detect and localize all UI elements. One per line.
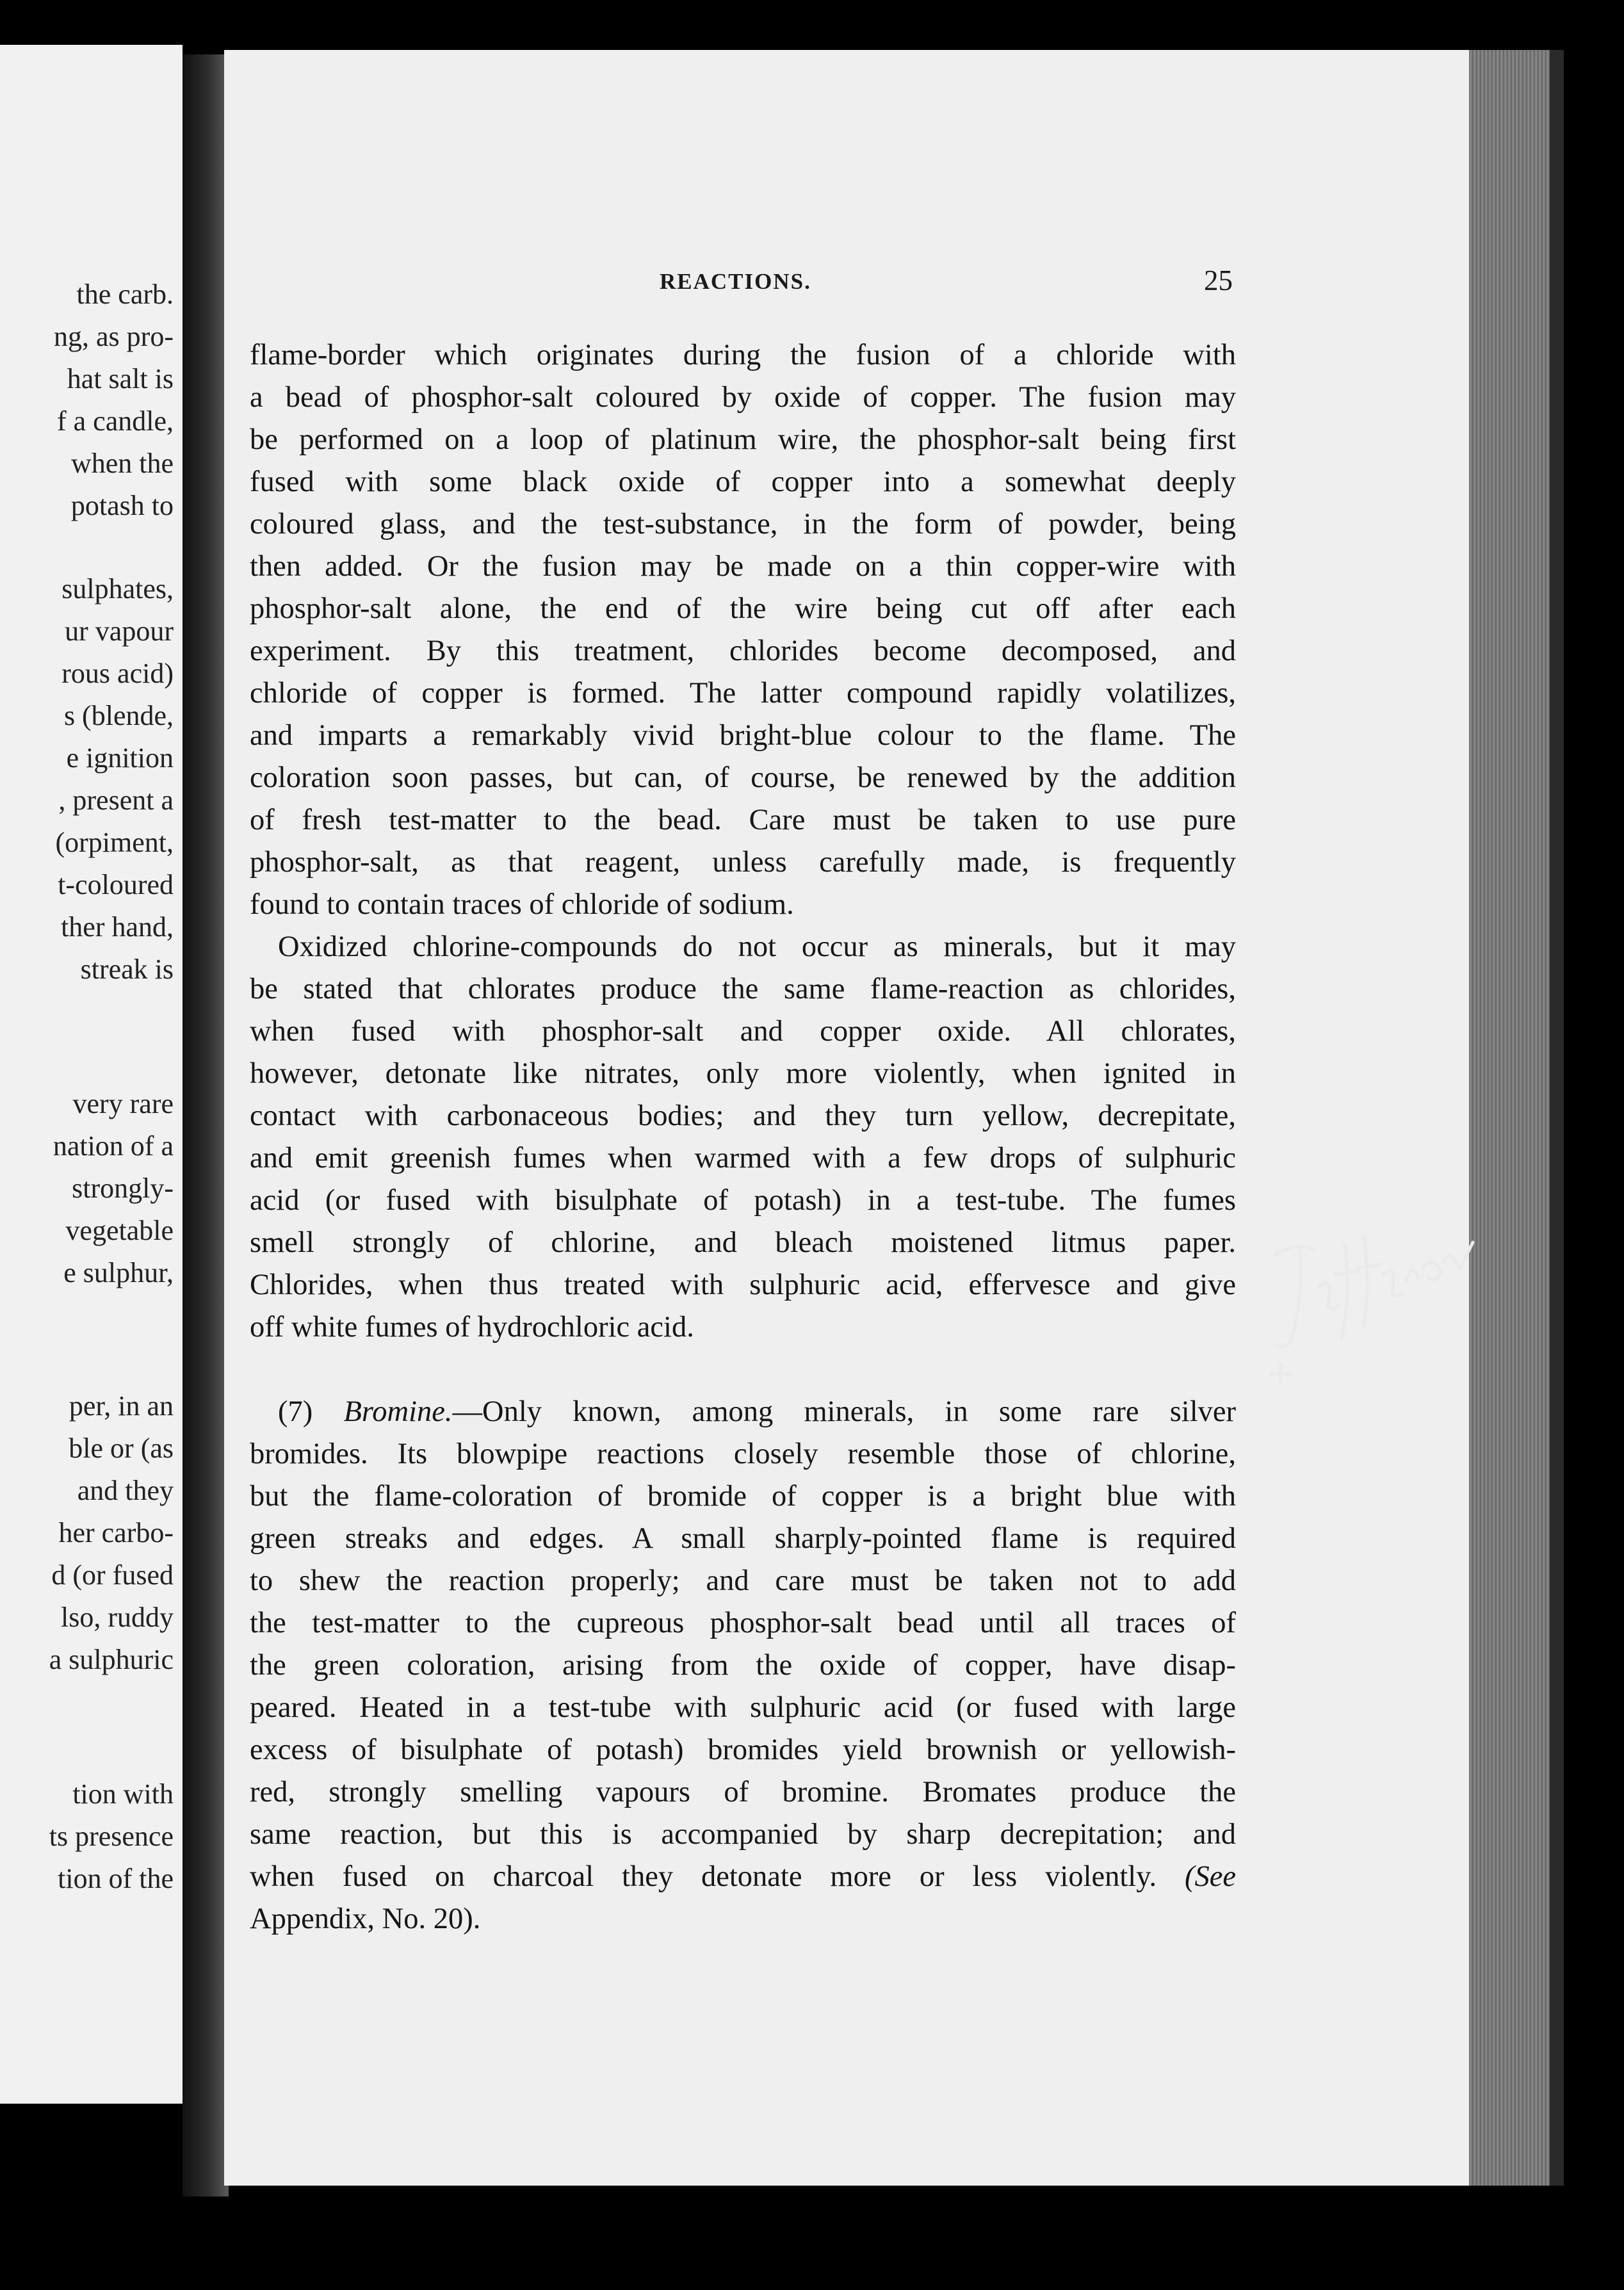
body-line: chloride of copper is formed. The latter compound rapidly volatilizes, [250, 677, 1236, 710]
page-number: 25 [1204, 264, 1233, 296]
body-line: bromides. Its blowpipe reactions closely resemble those of chlorine, [250, 1438, 1236, 1470]
section-term: Bromine. [343, 1395, 453, 1428]
page-body [250, 334, 1236, 1940]
body-line: green streaks and edges. A small sharply-pointed flame is required [250, 1522, 1236, 1555]
body-line: phosphor-salt, as that reagent, unless carefully made, is frequently [250, 846, 1236, 879]
body-line: excess of bisulphate of potash) bromides yield brownish or yellowish- [250, 1734, 1236, 1766]
left-page-line: streak is [80, 954, 174, 985]
body-line: flame-border which originates during the fusion of a chloride with [250, 339, 1236, 371]
body-line: experiment. By this treatment, chlorides become decomposed, and [250, 635, 1236, 667]
section-intro: —Only known, among minerals, in some rare silver [452, 1395, 1236, 1428]
book-gutter [183, 54, 229, 2197]
left-page-line: and they [77, 1475, 174, 1506]
left-page-line: her carbo- [58, 1517, 174, 1548]
page-edge-stack [1469, 50, 1559, 2186]
body-line: the green coloration, arising from the oxide of copper, have disap- [250, 1649, 1236, 1682]
body-line: found to contain traces of chloride of sodium. [250, 888, 794, 921]
left-page-line: (orpiment, [55, 827, 174, 858]
paragraph-bromine [250, 1391, 1236, 1940]
left-page-line: e ignition [66, 742, 174, 774]
left-page-line: tion with [72, 1778, 174, 1810]
left-page-line: s (blende, [63, 700, 174, 731]
left-page-line: tion of the [58, 1863, 174, 1894]
left-page-line: , present a [58, 784, 174, 816]
left-page-line: ble or (as [69, 1433, 174, 1464]
body-line: peared. Heated in a test-tube with sulphuric acid (or fused with large [250, 1691, 1236, 1724]
body-line: phosphor-salt alone, the end of the wire being cut off after each [250, 592, 1236, 625]
page-edge-shadow [1550, 50, 1564, 2186]
left-page-line: hat salt is [67, 363, 174, 394]
body-line: fused with some black oxide of copper into a somewhat deeply [250, 466, 1236, 498]
paragraph-gap [250, 1349, 1236, 1391]
left-page-line: ts presence [49, 1821, 174, 1852]
body-line: and emit greenish fumes when warmed with a few drops of sulphuric [250, 1142, 1236, 1174]
left-page-line: the carb. [76, 279, 174, 310]
left-page-line: ng, as pro- [54, 321, 174, 352]
left-page-line: sulphates, [61, 573, 174, 605]
body-line: off white fumes of hydrochloric acid. [250, 1311, 694, 1344]
left-page-line: when the [70, 448, 174, 479]
body-line [250, 1856, 1236, 1898]
body-line: but the flame-coloration of bromide of copper is a bright blue with [250, 1480, 1236, 1513]
handwritten-signature [1268, 1217, 1479, 1409]
body-line: of fresh test-matter to the bead. Care must be taken to use pure [250, 804, 1236, 836]
left-page-line: f a candle, [57, 405, 174, 437]
running-head: REACTIONS. [660, 269, 811, 294]
left-page-line: per, in an [69, 1390, 174, 1422]
left-page-line: vegetable [65, 1215, 174, 1246]
left-page-line: d (or fused [51, 1559, 174, 1591]
left-page-line: e sulphur, [63, 1257, 174, 1288]
left-page-line: potash to [70, 490, 174, 521]
body-line: same reaction, but this is accompanied by sharp decrepitation; and [250, 1818, 1236, 1851]
final-line-text: when fused on charcoal they detonate more or less violently. [250, 1860, 1157, 1893]
left-page-fragment [0, 45, 183, 2104]
left-page-line: lso, ruddy [61, 1602, 174, 1633]
left-page-line: rous acid) [61, 658, 174, 689]
body-line: Chlorides, when thus treated with sulphuric acid, effervesce and give [250, 1269, 1236, 1301]
body-line: be performed on a loop of platinum wire, the phosphor-salt being first [250, 423, 1236, 456]
body-line: acid (or fused with bisulphate of potash) in a test-tube. The fumes [250, 1184, 1236, 1217]
body-line: then added. Or the fusion may be made on a thin copper-wire with [250, 550, 1236, 583]
left-page-line: nation of a [53, 1130, 174, 1162]
body-line: the test-matter to the cupreous phosphor-salt bead until all traces of [250, 1607, 1236, 1639]
body-line: contact with carbonaceous bodies; and they turn yellow, decrepitate, [250, 1100, 1236, 1132]
left-page-line: strongly- [72, 1173, 174, 1204]
see-reference: (See [1184, 1860, 1236, 1893]
body-line: when fused with phosphor-salt and copper oxide. All chlorates, [250, 1015, 1236, 1048]
body-line: coloration soon passes, but can, of course, be renewed by the addition [250, 761, 1236, 794]
body-line: Appendix, No. 20). [250, 1903, 481, 1935]
left-page-line: ther hand, [61, 911, 174, 943]
body-line: be stated that chlorates produce the same flame-reaction as chlorides, [250, 973, 1236, 1005]
left-page-line: a sulphuric [49, 1644, 174, 1675]
body-line: to shew the reaction properly; and care must be taken not to add [250, 1564, 1236, 1597]
left-page-line: ur vapour [65, 615, 174, 647]
body-line: however, detonate like nitrates, only more violently, when ignited in [250, 1057, 1236, 1090]
body-line [250, 1391, 1236, 1433]
body-line: a bead of phosphor-salt coloured by oxide of copper. The fusion may [250, 381, 1236, 414]
paragraph-oxidized-chlorine [250, 926, 1236, 1349]
section-number: (7) [278, 1395, 313, 1428]
body-line: Oxidized chlorine-compounds do not occur as minerals, but it may [278, 930, 1236, 963]
body-line: smell strongly of chlorine, and bleach moistened litmus paper. [250, 1226, 1236, 1259]
left-page-line: t-coloured [58, 869, 174, 900]
paragraph-chlorine-flame [250, 334, 1236, 926]
body-line: coloured glass, and the test-substance, in the form of powder, being [250, 508, 1236, 540]
left-page-line: very rare [72, 1088, 174, 1119]
paragraph-bromine-body [250, 1433, 1236, 1856]
body-line: and imparts a remarkably vivid bright-blue colour to the flame. The [250, 719, 1236, 752]
body-line: red, strongly smelling vapours of bromine. Bromates produce the [250, 1776, 1236, 1808]
